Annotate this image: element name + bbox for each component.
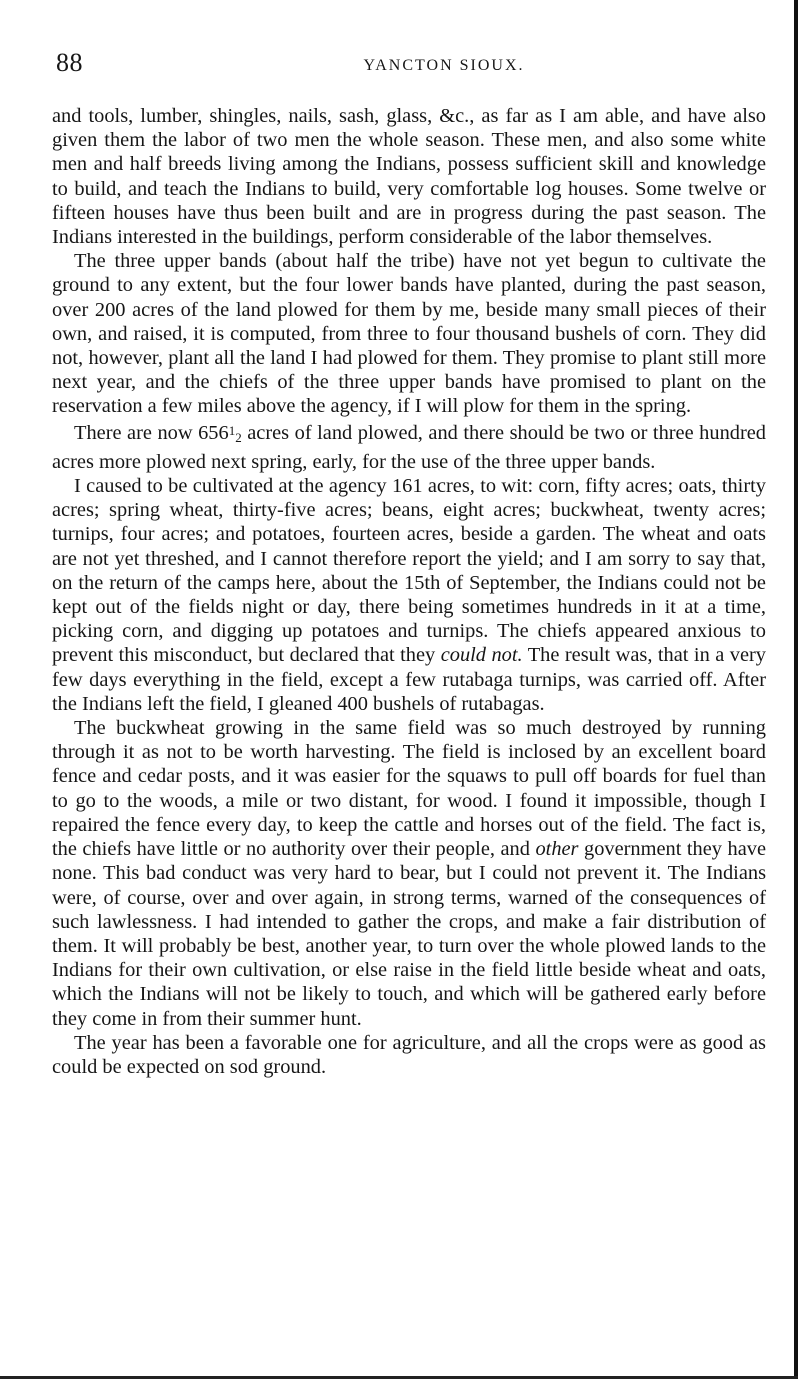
document-page [52,48,766,1079]
paragraph-4 [52,474,766,716]
body-text [52,104,766,1079]
paragraph-4-text-start: I caused to be cultivated at the agency 161 acres, to wit: corn, fifty acres; oats, thirty acres; spring wheat, thirty-five acres; beans, eight acres; buckwheat, twenty acres; turnips, four acres; and potatoes, fourteen acres, beside a garden. The wheat and oats are not yet threshed, and I cannot therefore report the yield; and I am sorry to say that, on the return of the camps here, about the 15th of September, the Indians could not be kept out of the fields night or day, there being sometimes hundreds in it at a time, picking corn, and digging up potatoes and turnips. The chiefs appeared anxious to prevent this misconduct, but declared that they [52,475,766,667]
paragraph-4-text-end: The result was, that in a very few days everything in the field, except a few rutabaga turnips, was carried off. After the Indians left the field, I gleaned 400 bushels of rutabagas. [52,644,766,715]
paragraph-3-text-start: There are now 656 [74,421,229,444]
paragraph-6 [52,1031,766,1079]
fraction-denominator: 2 [235,429,242,445]
paragraph-3 [52,419,766,474]
paragraph-1 [52,104,766,249]
running-head: YANCTON SIOUX. [363,57,525,74]
fraction-numerator: 1 [228,422,236,438]
scan-border-right [794,0,798,1379]
paragraph-2 [52,249,766,418]
paragraph-3-text-end: acres of land plowed, and there should be two or three hundred acres more plowed next spring, early, for the use of the three upper bands. [52,421,766,473]
paragraph-2-text: The three upper bands (about half the tribe) have not yet begun to cultivate the ground to any extent, but the four lower bands have planted, during the past season, over 200 acres of the land plowed for them by me, beside many small pieces of their own, and raised, it is computed, from three to four thousand bushels of corn. They did not, however, plant all the land I had plowed for them. They promise to plant still more next year, and the chiefs of the three upper bands have promised to plant on the reservation a few miles above the agency, if I will plow for them in the spring. [52,250,766,418]
paragraph-5-text-end: government they have none. This bad conduct was very hard to bear, but I could not prevent it. The Indians were, of course, over and over again, in strong terms, warned of the consequences of such lawlessness. I had intended to gather the crops, and make a fair distribution of them. It will probably be best, another year, to turn over the whole plowed lands to the Indians for their own cultivation, or else raise in the field little beside wheat and oats, which the Indians will not be likely to touch, and which will be gathered early before they come in from their summer hunt. [52,838,766,1030]
page-header [52,48,766,104]
paragraph-6-text: The year has been a favorable one for agriculture, and all the crops were as good as could be expected on sod ground. [52,1031,766,1078]
page-number: 88 [56,48,83,77]
paragraph-5 [52,716,766,1031]
paragraph-4-italic: could not. [440,644,523,667]
paragraph-5-italic: other [535,838,579,861]
paragraph-1-text: and tools, lumber, shingles, nails, sash, glass, &c., as far as I am able, and have also given them the labor of two men the whole season. These men, and also some white men and half breeds living among the Indians, possess sufficient skill and knowledge to build, and teach the Indians to build, very comfortable log houses. Some twelve or fifteen houses have thus been built and are in progress during the past season. The Indians interested in the buildings, perform considerable of the labor themselves. [52,105,766,249]
paragraph-5-text-start: The buckwheat growing in the same field was so much destroyed by running through it as not to be worth harvesting. The field is inclosed by an excellent board fence and cedar posts, and it was easier for the squaws to pull off boards for fuel than to go to the woods, a mile or two distant, for wood. I found it impossible, though I repaired the fence every day, to keep the cattle and horses out of the field. The fact is, the chiefs have little or no authority over their people, and [52,717,766,861]
